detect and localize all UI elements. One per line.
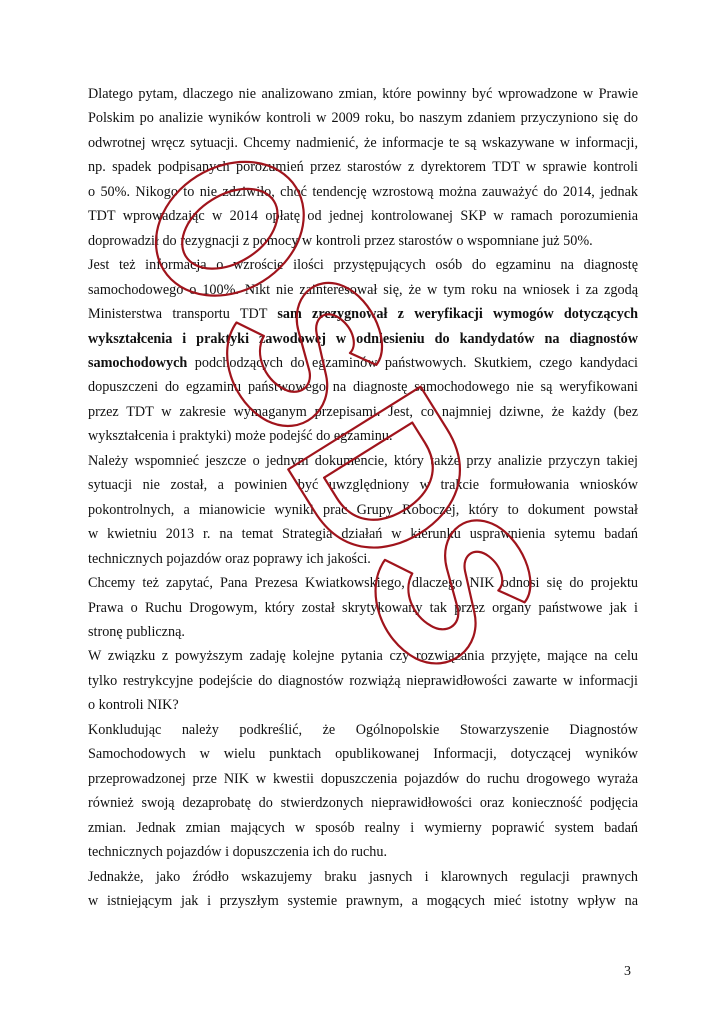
- text-line: pokontrolnych, a mianowicie wyniki prac Grupy Roboczej, który to dokument powstał: [88, 501, 638, 518]
- text-run: Ministerstwa transportu TDT: [88, 306, 278, 323]
- bold-text-run: samochodowych: [88, 354, 188, 371]
- text-line: np. spadek podpisanych porozumień przez starostów z dyrektorem TDT w sprawie kontroli: [88, 159, 638, 176]
- text-line: przez TDT w zakresie wymaganym przepisami. Jest, co najmniej dziwne, że każdy (bez: [88, 403, 638, 420]
- text-line: Jednakże, jako źródło wskazujemy braku jasnych i klarownych regulacji prawnych: [88, 868, 638, 885]
- text-line: [88, 302, 638, 326]
- text-line: Dlatego pytam, dlaczego nie analizowano zmian, które powinny być wprowadzone w Prawie: [88, 86, 638, 102]
- text-line: Konkludując należy podkreślić, że Ogólnopolskie Stowarzyszenie Diagnostów: [88, 721, 638, 738]
- text-line: Prawa o Ruchu Drogowym, który został skrytykowany tak przez organy państwowe jak i: [88, 599, 638, 616]
- text-line: o 50%. Nikogo to nie zdziwiło, choć tendencję wzrostową można zauważyć do 2014, jednak: [88, 183, 638, 200]
- text-line: stronę publiczną.: [88, 623, 185, 640]
- text-line: technicznych pojazdów oraz poprawy ich jakości.: [88, 550, 371, 567]
- text-line: [88, 327, 638, 351]
- text-line: Polskim po analizie wyników kontroli w 2009 roku, bo naszym zdaniem przyczyniono się do: [88, 110, 638, 127]
- text-line: [88, 351, 638, 375]
- text-run: podchodzących do egzaminów państwowych. Skutkiem, czego kandydaci: [187, 354, 638, 371]
- text-line: sytuacji nie został, a powinien być uwzględniony w trakcie formułowania wniosków: [88, 477, 638, 494]
- text-line: zmian. Jednak zmian mających w sposób realny i wymierny poprawić system badań: [88, 819, 638, 836]
- text-line: Należy wspomnieć jeszcze o jednym dokumencie, który także przy analizie przyczyn takiej: [88, 452, 638, 469]
- text-line: odwrotnej wręcz sytuacji. Chcemy nadmienić, że informacje te są wskazywane w informacji,: [88, 134, 638, 151]
- text-line: w istniejącym jak i przyszłym systemie prawnym, a mogących mieć istotny wpływ na: [88, 892, 638, 909]
- text-line: wykształcenia i praktyki) może podejść do egzaminu.: [88, 428, 393, 445]
- text-line: W związku z powyższym zadaję kolejne pytania czy rozwiązania przyjęte, mające na celu: [88, 648, 638, 665]
- text-line: technicznych pojazdów i dopuszczenia ich do ruchu.: [88, 844, 388, 861]
- text-line: dopuszczeni do egzaminu państwowego na diagnostę samochodowego nie są weryfikowani: [88, 379, 638, 396]
- paragraph-text: [88, 82, 638, 913]
- text-line: również swoją dezaprobatę do stwierdzonych nieprawidłowości oraz konieczność podjęcia: [88, 795, 638, 812]
- bold-text-run: wykształcenia i praktyki zawodowej w odniesieniu do kandydatów na diagnostów: [88, 330, 638, 347]
- bold-text-run: sam zrezygnował z weryfikacji wymogów dotyczących: [277, 306, 638, 323]
- body-text: [88, 82, 638, 913]
- text-line: Jest też informacja o wzroście ilości przystępujących osób do egzaminu na diagnostę: [88, 257, 638, 274]
- page-number: 3: [624, 964, 631, 979]
- text-line: Chcemy też zapytać, Pana Prezesa Kwiatkowskiego, dlaczego NIK odnosi się do projektu: [88, 575, 638, 592]
- text-line: TDT wprowadzając w 2014 opłatę od jednej kontrolowanej SKP w ramach porozumienia: [88, 208, 638, 225]
- text-line: w kwietniu 2013 r. na temat Strategia działań w kierunku usprawnienia sytemu badań: [88, 526, 638, 543]
- text-line: przeprowadzonej prze NIK w kwestii dopuszczenia pojazdów do ruchu drogowego wyraża: [88, 770, 638, 787]
- text-line: doprowadził do rezygnacji z pomocy w kontroli przez starostów o wspomniane już 50%.: [88, 232, 593, 249]
- text-line: o kontroli NIK?: [88, 697, 179, 714]
- text-line: tylko restrykcyjne podejście do diagnostów rozwiążą nieprawidłowości zawarte w informacji: [88, 672, 638, 689]
- text-line: samochodowego o 100%. Nikt nie zainteresował się, że w tym roku na wniosek i za zgodą: [88, 281, 638, 298]
- text-line: Samochodowych w wielu punktach opublikowanej Informacji, dotyczącej wyników: [88, 746, 638, 763]
